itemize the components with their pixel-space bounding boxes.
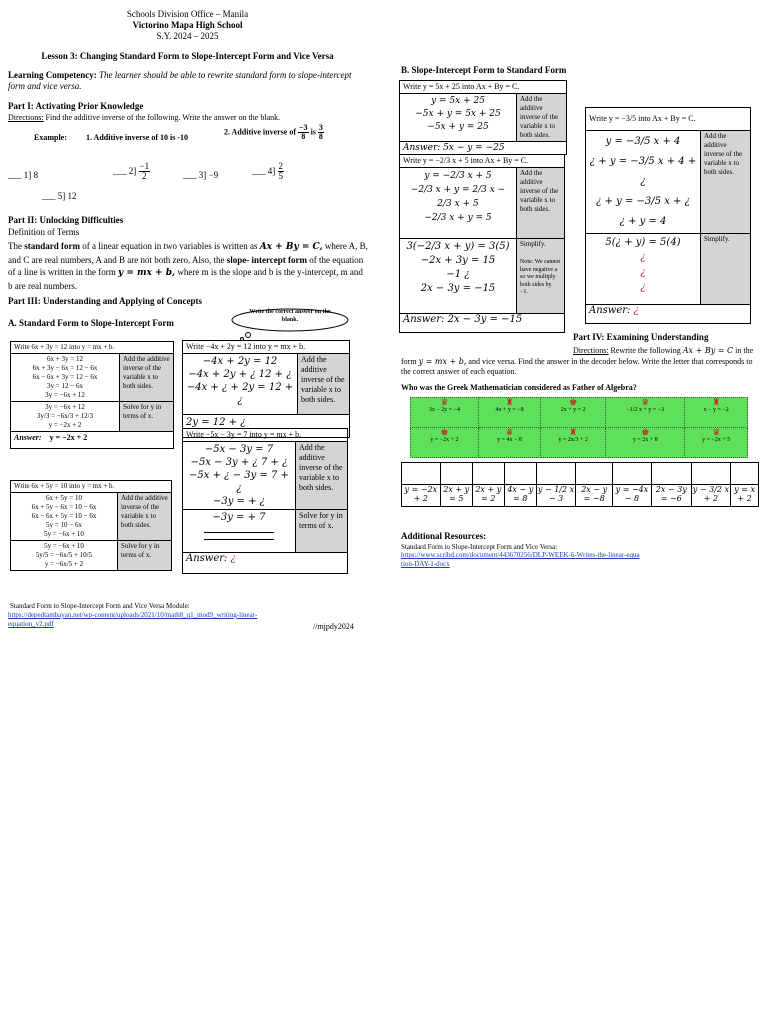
decoder-cell-text: y = −2x + 2 bbox=[430, 436, 459, 443]
b3-step: y = −3/5 x + 4 bbox=[605, 136, 681, 147]
ex4-step: −5x − 3y = 7 bbox=[204, 444, 274, 455]
def-p1a: The bbox=[8, 241, 22, 251]
answer-blank[interactable] bbox=[402, 463, 441, 485]
ex1-head: Write 6x + 3y = 12 into y = mx + b. bbox=[11, 342, 174, 354]
crown-icon: ♜ bbox=[712, 397, 721, 407]
crown-icon: ♜ bbox=[505, 397, 514, 407]
b2-note-2: Simplify. bbox=[520, 240, 546, 248]
ex4-head: Write −5x − 3y = 7 into y = mx + b. bbox=[183, 429, 348, 442]
ex4-step[interactable]: −5x − 3y + ¿ 7 + ¿ bbox=[190, 457, 288, 468]
definition-paragraph bbox=[8, 240, 368, 292]
school-year: S.Y. 2024 – 2025 bbox=[156, 31, 219, 41]
part4-title: Part IV: Examining Understanding bbox=[573, 332, 709, 342]
decoder-cell-text: x − y = −2 bbox=[703, 406, 729, 413]
example-2-text: 2. Additive inverse of bbox=[224, 127, 296, 137]
b1-steps bbox=[400, 94, 517, 142]
b-example-box-2 bbox=[399, 154, 565, 333]
resources-label: Standard Form to Slope-Intercept Form and Vice Versa: bbox=[401, 543, 558, 551]
answer-equation: 2x + y = 2 bbox=[472, 485, 504, 507]
ex2-step: 6x + 5y = 10 bbox=[46, 494, 82, 502]
ex4-steps-2 bbox=[183, 510, 296, 553]
item-4-num: 2 bbox=[278, 161, 283, 171]
answer-equation: 2x + y = 5 bbox=[440, 485, 472, 507]
answer-blank[interactable] bbox=[576, 463, 613, 485]
ex4-answer-row[interactable] bbox=[183, 553, 348, 574]
example-1: 1. Additive inverse of 10 is -10 bbox=[86, 133, 188, 142]
b3-step[interactable]: 5(¿ + y) = 5(4) bbox=[605, 237, 681, 248]
ex4-answer: ¿ bbox=[230, 553, 236, 564]
bubble-text: Write the correct answer on the blank. bbox=[249, 309, 331, 323]
decoder-cell bbox=[685, 398, 748, 428]
ex4-step[interactable]: −3y = + 7 bbox=[212, 512, 266, 523]
part4-dir-b: in the form bbox=[401, 346, 754, 366]
ex2-step: 5y = 10 − 6x bbox=[46, 521, 82, 529]
b2-answer: 2x − 3y = −15 bbox=[447, 314, 523, 325]
crown-icon: ♚ bbox=[440, 427, 449, 437]
ex4-step[interactable]: −5x + ¿ − 3y = 7 + ¿ bbox=[189, 470, 289, 494]
decoder-cell-text: y = 4x − 8 bbox=[497, 436, 522, 443]
answer-equation: y − 3/2 x + 2 bbox=[691, 485, 730, 507]
decoder-cell bbox=[685, 428, 748, 458]
b2-step: −2x + 3y = 15 bbox=[420, 255, 496, 266]
ex2-step: 5y = −6x + 10 bbox=[44, 530, 84, 538]
ex1-steps-2 bbox=[11, 402, 120, 432]
b3-step[interactable]: ¿ bbox=[640, 252, 646, 263]
answer-blank[interactable] bbox=[731, 463, 759, 485]
item-2-num: −1 bbox=[139, 161, 150, 171]
b2-answer-row bbox=[400, 314, 565, 333]
ex1-step: 6x + 3y = 12 bbox=[47, 355, 83, 363]
answer-equation: y = −2x + 2 bbox=[402, 485, 441, 507]
item-2[interactable] bbox=[113, 162, 150, 181]
b3-note-2: Simplify. bbox=[701, 234, 751, 305]
exercise-box-3 bbox=[182, 340, 350, 438]
b3-head: Write y = −3/5 into Ax + By = C. bbox=[586, 108, 751, 131]
part2-title: Part II: Unlocking Difficulties bbox=[8, 215, 124, 225]
example-2-result bbox=[318, 124, 324, 141]
ex2-note-2: Solve for y in terms of x. bbox=[118, 541, 172, 571]
ex4-step[interactable]: −3y = + ¿ bbox=[212, 496, 266, 507]
ex1-note-2: Solve for y in terms of x. bbox=[120, 402, 174, 432]
example-box-1 bbox=[10, 341, 174, 449]
division-office: Schools Division Office – Manila bbox=[126, 9, 249, 19]
b3-answer-label: Answer: bbox=[589, 305, 631, 316]
b3-step[interactable]: ¿ bbox=[640, 267, 646, 278]
answer-equation: y − 1/2 x − 3 bbox=[536, 485, 575, 507]
exercise-box-4 bbox=[182, 428, 348, 574]
answer-equation: y = x + 2 bbox=[731, 485, 759, 507]
ex3-head: Write −4x + 2y = 12 into y = mx + b. bbox=[183, 341, 350, 354]
b2-step: −2/3 x + y = 2/3 x − 2/3 x + 5 bbox=[410, 185, 506, 209]
decoder-cell bbox=[606, 428, 685, 458]
b1-answer-row bbox=[400, 142, 567, 155]
answer-equation: y = −4x − 8 bbox=[613, 485, 652, 507]
b1-note-1: Add the additive inverse of the variable x to both sides. bbox=[517, 94, 567, 142]
item-4-fraction bbox=[278, 162, 285, 181]
example-box-2 bbox=[10, 480, 172, 571]
decoder-cell bbox=[541, 428, 606, 458]
section-a-title: A. Standard Form to Slope-Intercept Form bbox=[8, 318, 174, 328]
item-1[interactable]: ___ 1] 8 bbox=[8, 170, 38, 180]
crown-icon: ♚ bbox=[569, 397, 578, 407]
resources-title: Additional Resources: bbox=[401, 531, 487, 541]
part2-subtitle: Definition of Terms bbox=[8, 227, 80, 237]
b1-step: −5x + y = 25 bbox=[427, 122, 489, 132]
decoder-cell bbox=[541, 398, 606, 428]
b2-note-3: Note: We cannot have negative a so we multiply both sides by −1. bbox=[520, 259, 561, 295]
answer-blank[interactable] bbox=[472, 463, 504, 485]
def-slope-eq: y = mx + b, bbox=[117, 268, 176, 278]
ex1-step: 3y = −6x + 12 bbox=[45, 403, 85, 411]
ex2-den: 8 bbox=[301, 132, 306, 141]
ex1-steps bbox=[11, 354, 120, 402]
ex2-step: 6x − 6x + 5y = 10 − 6x bbox=[31, 512, 97, 520]
answer-blank[interactable] bbox=[613, 463, 652, 485]
answer-blank[interactable] bbox=[440, 463, 472, 485]
competency-label: Learning Competency: bbox=[8, 70, 97, 80]
ex2-note-1: Add the additive inverse of the variable x to both sides. bbox=[118, 493, 172, 541]
example-label: Example: bbox=[34, 133, 67, 142]
ex2-head: Write 6x + 5y = 10 into y = mx + b. bbox=[11, 481, 172, 493]
def-p3c: where m is the bbox=[177, 267, 231, 277]
part4-dir-label: Directions: bbox=[573, 346, 609, 355]
part1-title: Part I: Activating Prior Knowledge bbox=[8, 101, 144, 111]
decoder-cell bbox=[411, 428, 479, 458]
def-p1c: of a linear equation in two variables is written as bbox=[82, 241, 258, 251]
ex3-steps bbox=[183, 354, 298, 415]
b-exercise-box-3 bbox=[585, 107, 751, 324]
b3-steps bbox=[586, 131, 701, 234]
def-standard-form: standard form bbox=[24, 241, 80, 251]
item-2-den: 2 bbox=[142, 171, 147, 181]
learning-competency bbox=[8, 70, 368, 92]
ex2-result-den: 8 bbox=[318, 132, 323, 141]
b3-step[interactable]: ¿ bbox=[640, 282, 646, 293]
ex4-blank-line[interactable] bbox=[204, 532, 274, 533]
b3-step[interactable]: ¿ + y = −3/5 x + ¿ bbox=[596, 196, 690, 207]
ex4-note-1: Add the additive inverse of the variable x to both sides. bbox=[296, 442, 348, 510]
item-4-den: 5 bbox=[278, 171, 283, 181]
b3-answer: ¿ bbox=[633, 305, 639, 316]
part4-dir-c: and vice versa. Find the answer in the decoder below. Write the letter that corresponds to the correct answer of each equation. bbox=[401, 356, 753, 376]
item-2-fraction bbox=[139, 162, 151, 181]
resources-link[interactable]: https://www.scribd.com/document/443670256/DLP-WEEK-6-Writes-the-linear-equation-DAY-1-docx bbox=[401, 551, 640, 568]
b2-steps bbox=[400, 168, 517, 239]
b3-step[interactable]: ¿ + y = −3/5 x + 4 + ¿ bbox=[589, 156, 697, 187]
item-2-label: ___ 2] bbox=[113, 166, 137, 176]
part4-dir-eq2: y = mx + b, bbox=[418, 356, 467, 366]
b3-steps-2 bbox=[586, 234, 701, 305]
ex2-steps bbox=[11, 493, 118, 541]
part4-directions bbox=[401, 346, 759, 378]
section-b-title: B. Slope-Intercept Form to Standard Form bbox=[401, 65, 567, 75]
crown-icon: ♛ bbox=[712, 427, 721, 437]
part3-title: Part III: Understanding and Applying of Concepts bbox=[8, 296, 203, 306]
ex1-step: 6x + 3y − 6x = 12 − 6x bbox=[32, 364, 98, 372]
b2-step: y = −2/3 x + 5 bbox=[424, 171, 492, 181]
b2-step: −2/3 x + y = 5 bbox=[424, 213, 492, 223]
decoder-cell bbox=[478, 428, 540, 458]
ex2-step: y = −6x/5 + 2 bbox=[44, 560, 84, 568]
part1-directions bbox=[8, 113, 368, 123]
crown-icon: ♚ bbox=[641, 427, 650, 437]
def-p2: where A, B, and C are real numbers, A and B are not both zero. Also, the bbox=[8, 241, 368, 265]
decoder-cell-text: y = 2x/3 + 2 bbox=[558, 436, 588, 443]
crown-icon: ♛ bbox=[505, 427, 514, 437]
lesson-title: Lesson 3: Changing Standard Form to Slope-Intercept Form and Vice Versa bbox=[41, 51, 334, 61]
answer-blank[interactable] bbox=[651, 463, 691, 485]
b2-notes bbox=[517, 239, 565, 314]
example-2-fraction bbox=[298, 124, 309, 141]
def-intercept-form: intercept form bbox=[251, 254, 308, 265]
item-5[interactable]: ___ 5] 12 bbox=[42, 191, 77, 201]
ex3-note-1: Add the additive inverse of the variable x to both sides. bbox=[298, 354, 350, 415]
ex2-step: 6x + 5y − 6x = 10 − 6x bbox=[31, 503, 97, 511]
part4-dir-eq: Ax + By = C bbox=[682, 346, 734, 355]
ex2-steps-2 bbox=[11, 541, 118, 571]
crown-icon: ♛ bbox=[440, 397, 449, 407]
ex1-answer: y = −2x + 2 bbox=[49, 433, 88, 442]
b2-step: 2x − 3y = −15 bbox=[420, 283, 496, 294]
item-3[interactable]: ___ 3] −9 bbox=[183, 170, 219, 180]
b2-step: −1 ¿ bbox=[446, 269, 470, 280]
example-2 bbox=[224, 124, 324, 141]
item-4[interactable] bbox=[252, 162, 284, 181]
ex4-note-2: Solve for y in terms of x. bbox=[296, 510, 348, 553]
part4-question: Who was the Greek Mathematician considered as Father of Algebra? bbox=[401, 383, 637, 392]
decoder-cell bbox=[478, 398, 540, 428]
answer-blank[interactable] bbox=[504, 463, 536, 485]
crown-icon: ♛ bbox=[641, 397, 650, 407]
b1-answer: 5x − y = −25 bbox=[443, 143, 505, 153]
b2-note-1: Add the additive inverse of the variable x to both sides. bbox=[517, 168, 565, 239]
competency-text: The learner should be able to rewrite standard form to slope-intercept form and vice versa. bbox=[8, 70, 352, 91]
ex4-blank-line[interactable] bbox=[204, 539, 274, 540]
footer-module-link[interactable]: https://depedtambayan.net/wp-content/uploads/2021/10/math8_q1_mod9_writing-linear-equation_v2.pdf bbox=[8, 611, 258, 628]
b1-step: y = 5x + 25 bbox=[431, 96, 485, 106]
answer-equation: 4x − y = 8 bbox=[504, 485, 536, 507]
decoder-cell-text: −1/2 x + y = −3 bbox=[626, 406, 665, 413]
ex3-step[interactable]: −4x + 2y + ¿ 12 + ¿ bbox=[188, 369, 292, 380]
decoder-cell-text: 3x − 2y = −4 bbox=[428, 406, 460, 413]
decoder-cell-text: y = 2x + 8 bbox=[632, 436, 658, 443]
ex3-step: −4x + 2y = 12 bbox=[202, 356, 278, 367]
decoder-cell bbox=[606, 398, 685, 428]
ex2-step: 5y = −6x + 10 bbox=[44, 542, 84, 550]
ex3-step[interactable]: −4x + ¿ + 2y = 12 + ¿ bbox=[186, 382, 294, 406]
ex2-num: −3 bbox=[299, 123, 308, 132]
part4-dir-a: Rewrite the following bbox=[610, 346, 681, 355]
b2-head: Write y = −2/3 x + 5 into Ax + By = C. bbox=[400, 155, 565, 168]
ex1-answer-label: Answer: bbox=[14, 433, 42, 442]
b1-head: Write y = 5x + 25 into Ax + By = C. bbox=[400, 81, 567, 94]
answer-equation: 2x − y = −8 bbox=[576, 485, 613, 507]
footer-module-label: Standard Form to Slope-Intercept Form and Vice Versa Module: bbox=[10, 602, 190, 610]
ex1-step: 6x − 6x + 3y = 12 − 6x bbox=[32, 373, 98, 381]
ex4-steps bbox=[183, 442, 296, 510]
ex1-note-1: Add the additive inverse of the variable x to both sides. bbox=[120, 354, 174, 402]
def-slope-word: slope- bbox=[226, 254, 250, 265]
b3-step[interactable]: ¿ + y = 4 bbox=[619, 216, 667, 227]
b1-step: −5x + y = 5x + 25 bbox=[415, 109, 501, 119]
ex2-result-num: 3 bbox=[318, 123, 323, 132]
answer-blank[interactable] bbox=[536, 463, 575, 485]
footer-credit: //mjpdy2024 bbox=[313, 622, 354, 631]
ex1-step: y = −2x + 2 bbox=[48, 421, 82, 429]
answer-grid bbox=[401, 462, 759, 507]
b3-answer-row[interactable] bbox=[586, 305, 751, 324]
ex4-answer-label: Answer: bbox=[186, 553, 228, 564]
answer-blank[interactable] bbox=[691, 463, 730, 485]
b3-note-1: Add the additive inverse of the variable x to both sides. bbox=[701, 131, 751, 234]
b2-step: 3(−2/3 x + y) = 3(5) bbox=[406, 241, 510, 252]
ex1-step: 3y = −6x + 12 bbox=[45, 391, 85, 399]
decoder-cell bbox=[411, 398, 479, 428]
item-4-label: ___ 4] bbox=[252, 166, 276, 176]
ex1-step: 3y = 12 − 6x bbox=[47, 382, 83, 390]
def-p4: slope and b is the y-intercept, m and b are real numbers. bbox=[8, 267, 363, 291]
ex1-step: 3y/3 = −6x/3 + 12/3 bbox=[36, 412, 94, 420]
ex2-step: 5y/5 = −6x/5 + 10/5 bbox=[35, 551, 93, 559]
part1-dir-text: Find the additive inverse of the following. Write the answer on the blank. bbox=[45, 113, 281, 122]
b2-steps-2 bbox=[400, 239, 517, 314]
example-2-is: is bbox=[310, 127, 316, 137]
ex1-answer-row bbox=[11, 432, 174, 449]
b-example-box-1 bbox=[399, 80, 567, 155]
part1-dir-label: Directions: bbox=[8, 113, 44, 122]
decoder-table bbox=[410, 397, 748, 458]
b2-answer-label: Answer: bbox=[403, 314, 445, 325]
crown-icon: ♜ bbox=[569, 427, 578, 437]
school-name: Victorino Mapa High School bbox=[132, 20, 243, 30]
def-p3: of the equation of a line is written in the form bbox=[8, 254, 364, 277]
answer-equation: 2x − 3y = −6 bbox=[651, 485, 691, 507]
decoder-cell-text: y = −2x + 5 bbox=[702, 436, 731, 443]
def-standard-eq: Ax + By = C, bbox=[259, 242, 323, 252]
b1-answer-label: Answer: bbox=[403, 143, 441, 153]
ex3-step[interactable]: 2y = 12 + ¿ bbox=[186, 417, 246, 428]
decoder-cell-text: 2x + y = 2 bbox=[560, 406, 586, 413]
decoder-cell-text: 4x + y = −8 bbox=[495, 406, 524, 413]
